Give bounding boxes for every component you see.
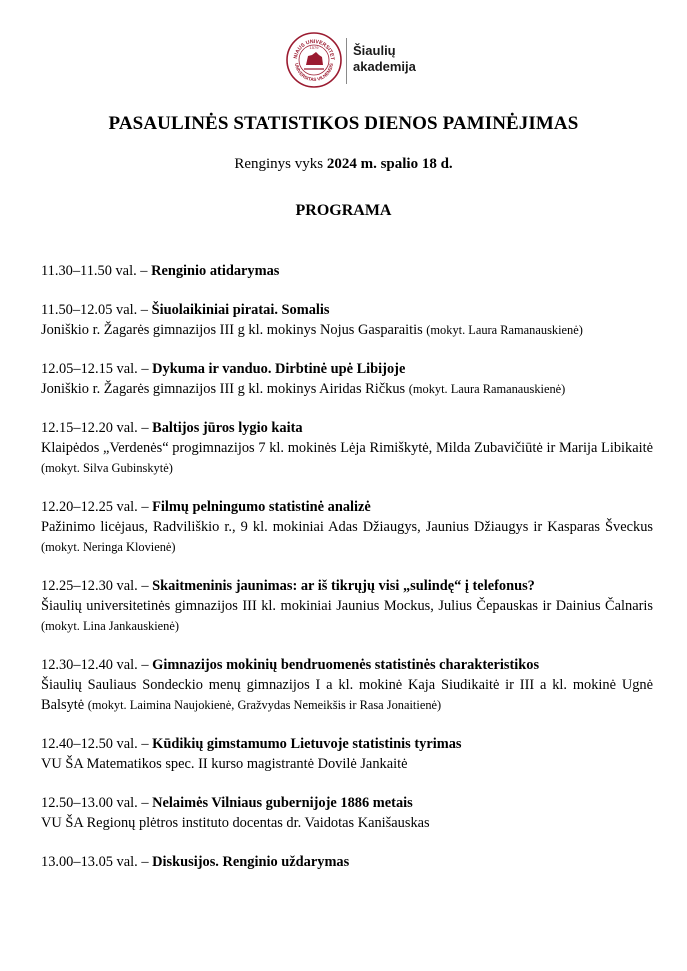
agenda-presenters [41,517,653,557]
agenda-item [41,497,653,557]
agenda-presenter-names: Pažinimo licėjaus, Radviliškio r., 9 kl. mokiniai Adas Džiaugys, Jaunius Džiaugys ir Kasparas Šveckus [41,519,653,535]
agenda-session-title: Šiuolaikiniai piratai. Somalis [151,302,330,318]
agenda-time: 12.25–12.30 val. – [41,578,153,594]
agenda-item [41,576,653,636]
seal-text-bottom: UNIVERSITAS VILNENSIS [293,62,334,83]
programme-heading: PROGRAMA [295,202,392,219]
agenda-item [41,852,653,872]
agenda-item-heading [41,418,653,438]
agenda-time: 11.30–11.50 val. – [41,263,152,279]
university-logo [286,32,436,92]
agenda-presenter-names: Šiaulių universitetinės gimnazijos III kl. mokiniai Jaunius Mockus, Julius Čepauskas ir Dainius Čalnaris [41,598,653,614]
agenda-session-title: Filmų pelningumo statistinė analizė [152,499,371,515]
agenda-item-heading [41,576,653,596]
agenda-teacher: (mokyt. Laura Ramanauskienė) [426,323,583,337]
agenda-session-title: Skaitmeninis jaunimas: ar iš tikrųjų visi „sulindę“ į telefonus? [152,578,535,594]
event-date [0,156,687,173]
agenda-list [41,261,653,891]
university-seal-icon [286,32,342,88]
agenda-session-title: Baltijos jūros lygio kaita [152,420,303,436]
agenda-session-title: Gimnazijos mokinių bendruomenės statistinės charakteristikos [152,657,540,673]
seal-year: 1579 [309,45,319,50]
agenda-teacher: (mokyt. Neringa Klovienė) [41,540,176,554]
agenda-item [41,734,653,774]
agenda-presenter-names: Joniškio r. Žagarės gimnazijos III g kl. mokinys Nojus Gasparaitis [41,322,427,338]
agenda-item [41,418,653,478]
agenda-item-heading [41,734,653,754]
agenda-item-heading [41,261,653,281]
agenda-time: 12.30–12.40 val. – [41,657,153,673]
agenda-presenters [41,675,653,715]
agenda-item-heading [41,359,653,379]
agenda-teacher: (mokyt. Laimina Naujokienė, Gražvydas Nemeikšis ir Rasa Jonaitienė) [87,698,442,712]
page-title: PASAULINĖS STATISTIKOS DIENOS PAMINĖJIMAS [108,113,579,134]
agenda-time: 12.05–12.15 val. – [41,361,153,377]
agenda-time: 13.00–13.05 val. – [41,854,153,870]
agenda-presenters [41,379,653,399]
agenda-item [41,359,653,399]
agenda-time: 12.40–12.50 val. – [41,736,153,752]
agenda-presenters [41,320,653,340]
agenda-item-heading [41,852,653,872]
agenda-teacher: (mokyt. Silva Gubinskytė) [41,461,173,475]
agenda-item [41,261,653,281]
agenda-presenters [41,596,653,636]
logo-text [353,43,416,75]
event-date-prefix: Renginys vyks [234,156,327,172]
logo-line-1: Šiaulių [353,43,396,58]
agenda-item [41,655,653,715]
agenda-item-heading [41,655,653,675]
logo-divider [346,38,347,84]
agenda-presenters [41,438,653,478]
agenda-item [41,793,653,833]
event-date-value: 2024 m. spalio 18 d. [326,156,453,172]
agenda-presenters [41,813,653,833]
agenda-time: 12.15–12.20 val. – [41,420,153,436]
agenda-item-heading [41,497,653,517]
agenda-item-heading [41,793,653,813]
agenda-session-title: Kūdikių gimstamumo Lietuvoje statistinis tyrimas [152,736,462,752]
agenda-session-title: Nelaimės Vilniaus gubernijoje 1886 metais [152,795,413,811]
agenda-item-heading [41,300,653,320]
agenda-teacher: (mokyt. Lina Jankauskienė) [41,619,179,633]
agenda-session-title: Renginio atidarymas [151,263,280,279]
agenda-presenters [41,754,653,774]
seal-text-top: NIAUS UNIVERSITET [292,38,336,60]
agenda-time: 12.20–12.25 val. – [41,499,153,515]
logo-line-2: akademija [353,59,416,74]
agenda-item [41,300,653,340]
agenda-presenter-names: Klaipėdos „Verdenės“ progimnazijos 7 kl. mokinės Lėja Rimiškytė, Milda Zubavičiūtė ir Marija Libikaitė [41,440,653,456]
agenda-presenter-names: VU ŠA Matematikos spec. II kurso magistrantė Dovilė Jankaitė [41,756,408,772]
agenda-time: 11.50–12.05 val. – [41,302,152,318]
agenda-presenter-names: VU ŠA Regionų plėtros instituto docentas dr. Vaidotas Kanišauskas [41,815,430,831]
agenda-presenter-names: Šiaulių Sauliaus Sondeckio menų gimnazijos I a kl. mokinė Kaja Siudikaitė ir III a kl. mokinė Ugnė Balsytė [41,677,653,713]
agenda-presenter-names: Joniškio r. Žagarės gimnazijos III g kl. mokinys Airidas Ričkus [41,381,409,397]
agenda-session-title: Diskusijos. Renginio uždarymas [152,854,350,870]
agenda-session-title: Dykuma ir vanduo. Dirbtinė upė Libijoje [152,361,406,377]
agenda-time: 12.50–13.00 val. – [41,795,153,811]
agenda-teacher: (mokyt. Laura Ramanauskienė) [408,382,566,396]
